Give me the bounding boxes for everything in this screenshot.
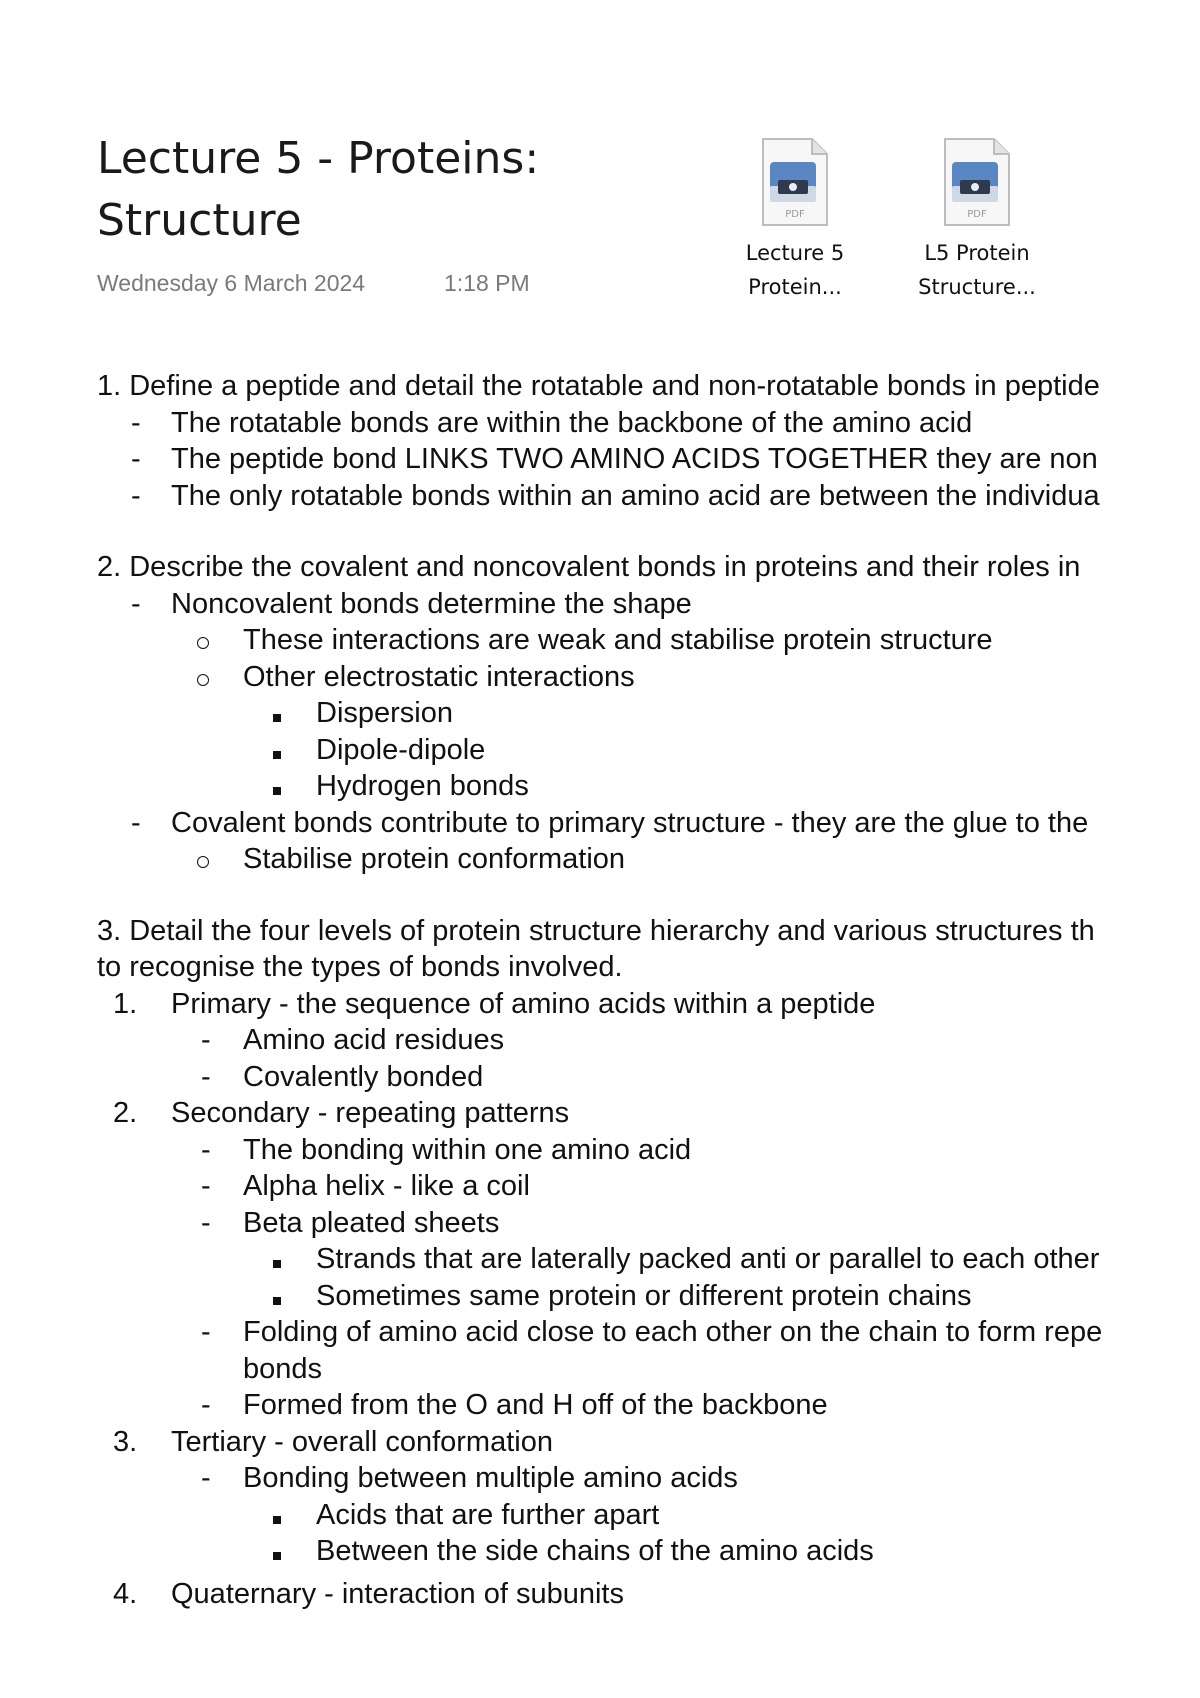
pdf-badge: PDF xyxy=(785,209,805,220)
list-item xyxy=(97,1314,1200,1351)
dash-bullet: - xyxy=(131,479,141,512)
section-heading xyxy=(97,368,1200,405)
page-time: 1:18 PM xyxy=(444,270,530,296)
square-bullet-icon xyxy=(273,1533,281,1570)
list-item xyxy=(97,1497,1200,1534)
section-heading-continued xyxy=(97,949,1200,986)
item-number: 4. xyxy=(113,1577,138,1610)
section-2-heading: 2. Describe the covalent and noncovalent bonds in proteins and their roles in xyxy=(97,551,1081,583)
pdf-file-icon xyxy=(942,136,1012,228)
list-item xyxy=(97,732,1200,769)
list-item-continued xyxy=(97,1351,1200,1388)
list-item xyxy=(97,841,1200,878)
dash-bullet: - xyxy=(201,1316,211,1348)
list-item-text: The bonding within one amino acid xyxy=(243,1133,692,1166)
pdf-badge: PDF xyxy=(967,209,987,220)
numbered-item-clipped xyxy=(97,1570,1200,1610)
list-item xyxy=(97,586,1200,623)
list-item-text: Dipole-dipole xyxy=(316,733,486,766)
circle-bullet-icon xyxy=(197,841,209,878)
list-item-text: Covalent bonds contribute to primary structure - they are the glue to the xyxy=(171,806,1089,839)
list-item-text: Between the side chains of the amino acids xyxy=(316,1535,874,1567)
dash-bullet: - xyxy=(131,443,141,475)
page-title-line-2: Structure xyxy=(97,195,302,246)
list-item xyxy=(97,1205,1200,1242)
dash-bullet: - xyxy=(201,1060,211,1093)
page-title xyxy=(97,128,657,252)
dash-bullet: - xyxy=(131,406,141,439)
list-item xyxy=(97,1460,1200,1497)
list-item-text: Noncovalent bonds determine the shape xyxy=(171,587,692,620)
section-3-heading: 3. Detail the four levels of protein structure hierarchy and various structures th xyxy=(97,914,1095,947)
section-1-heading: 1. Define a peptide and detail the rotatable and non-rotatable bonds in peptide xyxy=(97,370,1100,402)
circle-bullet-icon xyxy=(197,622,209,659)
dash-bullet: - xyxy=(201,1389,211,1421)
list-item-text: Secondary - repeating patterns xyxy=(171,1097,570,1129)
list-item xyxy=(97,1132,1200,1169)
list-item-text: Hydrogen bonds xyxy=(316,770,529,802)
item-number: 2. xyxy=(113,1097,138,1129)
item-number: 1. xyxy=(113,987,138,1020)
list-item-text: The peptide bond LINKS TWO AMINO ACIDS TOGETHER they are non xyxy=(171,443,1098,475)
list-item xyxy=(97,805,1200,842)
attachment-label-line-1: Lecture 5 xyxy=(745,241,845,265)
list-item xyxy=(97,1533,1200,1570)
list-item xyxy=(97,1168,1200,1205)
attachment-label-line-1: L5 Protein xyxy=(924,241,1030,265)
list-item-text: Strands that are laterally packed anti or parallel to each other xyxy=(316,1243,1100,1275)
dash-bullet: - xyxy=(201,1133,211,1166)
list-item-text: The only rotatable bonds within an amino acid are between the individua xyxy=(171,479,1100,512)
list-item xyxy=(97,659,1200,696)
item-number: 3. xyxy=(113,1425,138,1458)
square-bullet-icon xyxy=(273,1278,281,1315)
square-bullet-icon xyxy=(273,1497,281,1534)
section-heading xyxy=(97,549,1200,586)
section-3-heading-line-2: to recognise the types of bonds involved. xyxy=(97,951,623,983)
section-heading xyxy=(97,913,1200,950)
list-item-text: bonds xyxy=(243,1352,323,1385)
list-item-text: Alpha helix - like a coil xyxy=(243,1170,530,1202)
square-bullet-icon xyxy=(273,732,281,769)
list-item xyxy=(97,1278,1200,1315)
dash-bullet: - xyxy=(201,1462,211,1494)
list-item xyxy=(97,478,1200,515)
list-item-text: Dispersion xyxy=(316,697,453,729)
list-item-text: Beta pleated sheets xyxy=(243,1206,500,1239)
list-item xyxy=(97,405,1200,442)
list-item-text: The rotatable bonds are within the backbone of the amino acid xyxy=(171,406,973,439)
square-bullet-icon xyxy=(273,768,281,805)
list-item-text: Bonding between multiple amino acids xyxy=(243,1462,738,1494)
list-item-text: Quaternary - interaction of subunits xyxy=(171,1577,624,1610)
list-item-text: Tertiary - overall conformation xyxy=(171,1425,553,1458)
page-date: Wednesday 6 March 2024 xyxy=(97,270,366,296)
list-item xyxy=(97,1022,1200,1059)
dash-bullet: - xyxy=(131,806,141,839)
list-item-text: Primary - the sequence of amino acids within a peptide xyxy=(171,987,876,1020)
list-item-text: These interactions are weak and stabilise protein structure xyxy=(243,624,993,656)
list-item xyxy=(97,1241,1200,1278)
circle-bullet-icon xyxy=(197,659,209,696)
attachment-l5-protein-structure[interactable] xyxy=(912,136,1042,304)
list-item xyxy=(97,441,1200,478)
list-item xyxy=(97,1059,1200,1096)
list-item-text: Sometimes same protein or different protein chains xyxy=(316,1279,972,1312)
list-item xyxy=(97,695,1200,732)
list-item-text: Folding of amino acid close to each other on the chain to form repe xyxy=(243,1316,1103,1348)
list-item-text: Formed from the O and H off of the backbone xyxy=(243,1389,828,1421)
list-item-text: Acids that are further apart xyxy=(316,1498,660,1531)
list-item-text: Other electrostatic interactions xyxy=(243,660,635,693)
page-title-line-1: Lecture 5 - Proteins: xyxy=(97,133,540,184)
numbered-item xyxy=(97,1095,1200,1132)
list-item-text: Stabilise protein conformation xyxy=(243,843,626,875)
square-bullet-icon xyxy=(273,695,281,732)
numbered-item xyxy=(97,986,1200,1023)
dash-bullet: - xyxy=(131,587,141,620)
dash-bullet: - xyxy=(201,1024,211,1056)
dash-bullet: - xyxy=(201,1206,211,1239)
attachment-lecture-5-protein[interactable] xyxy=(730,136,860,304)
list-item xyxy=(97,1387,1200,1424)
numbered-item xyxy=(97,1424,1200,1461)
attachment-label-line-2: Structure... xyxy=(918,275,1036,299)
note-body xyxy=(97,368,1200,1610)
square-bullet-icon xyxy=(273,1241,281,1278)
list-item-text: Amino acid residues xyxy=(243,1024,505,1056)
attachment-label-line-2: Protein... xyxy=(748,275,842,299)
pdf-file-icon xyxy=(760,136,830,228)
list-item xyxy=(97,768,1200,805)
list-item-text: Covalently bonded xyxy=(243,1060,484,1093)
dash-bullet: - xyxy=(201,1170,211,1202)
list-item xyxy=(97,622,1200,659)
